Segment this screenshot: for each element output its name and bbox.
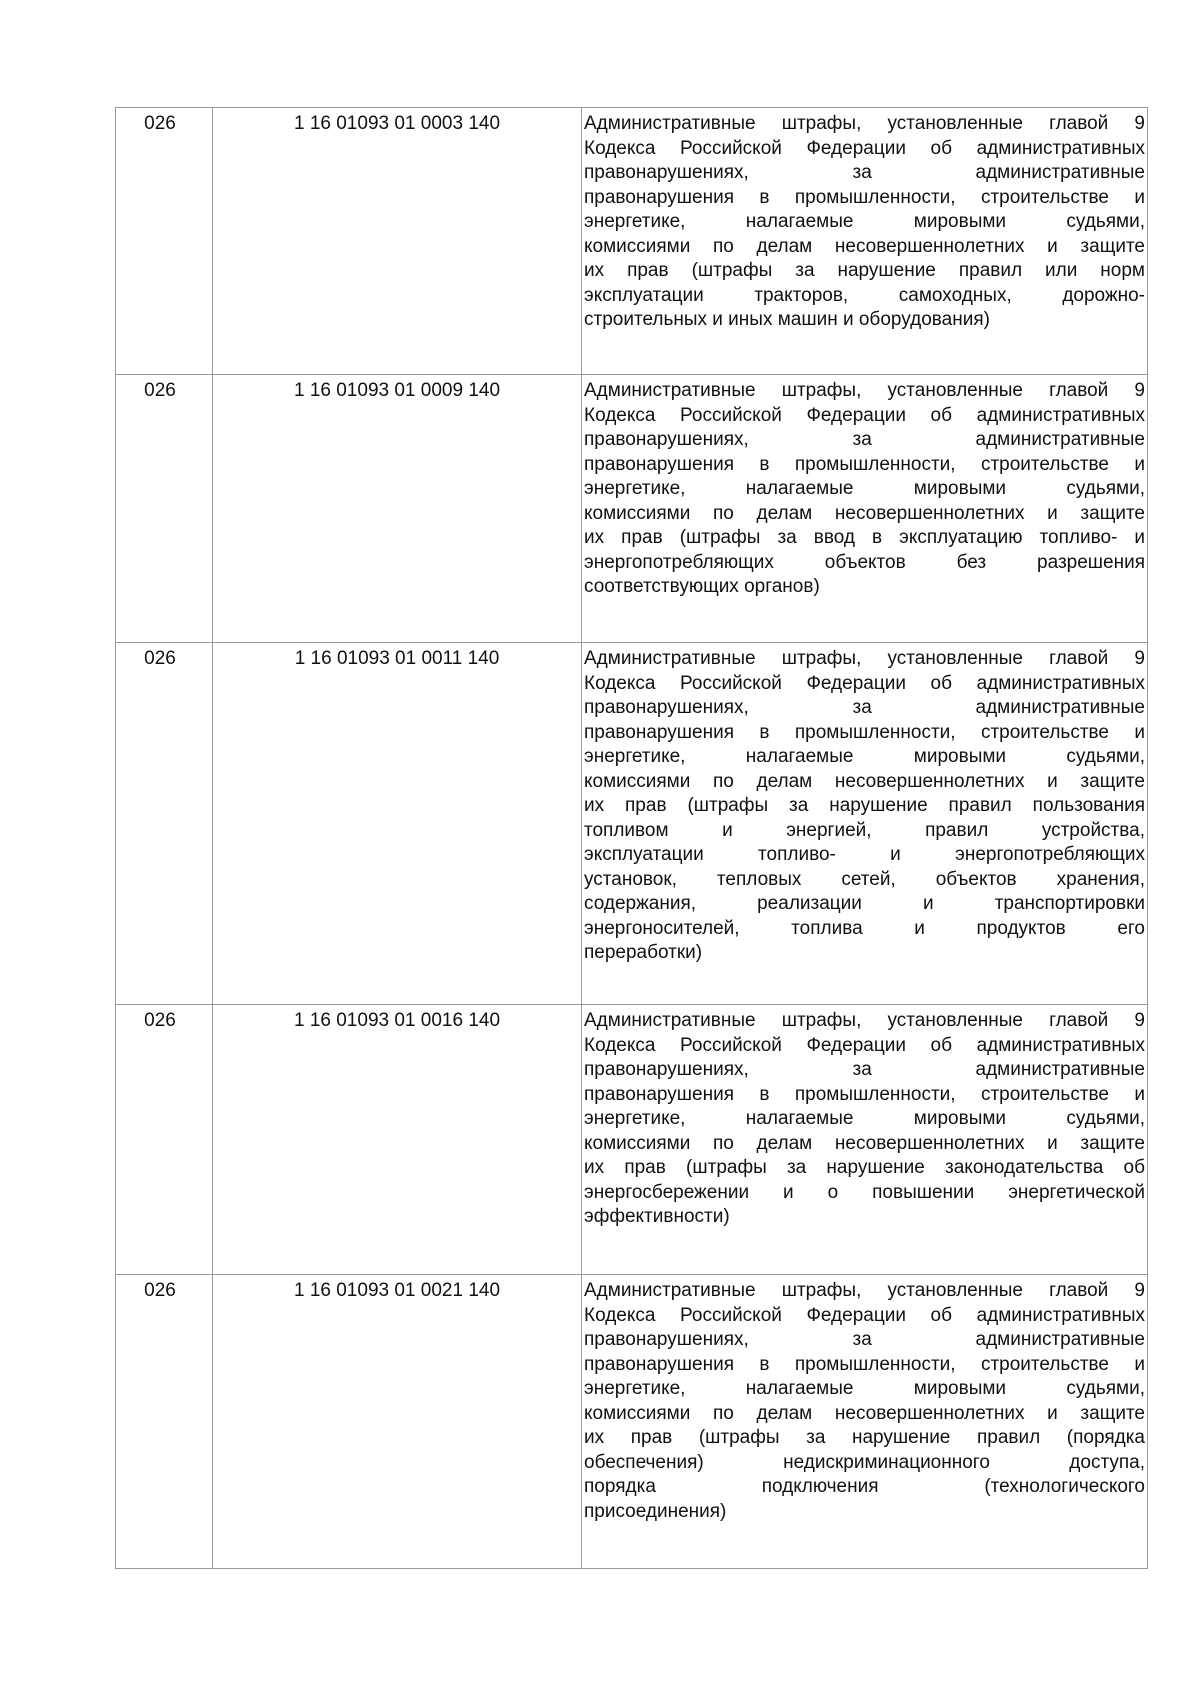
description-line: эксплуатации тракторов, самоходных, дорожно- bbox=[584, 284, 1145, 306]
kbk-code-cell: 1 16 01093 01 0009 140 bbox=[213, 375, 582, 643]
description-line: их прав (штрафы за нарушение правил пользования bbox=[584, 795, 1145, 816]
description-line: Административные штрафы, установленные главой 9 bbox=[584, 380, 1145, 401]
description-line: Административные штрафы, установленные главой 9 bbox=[584, 1280, 1145, 1301]
description-line: правонарушениях, за административные bbox=[584, 697, 1145, 718]
table-row bbox=[116, 108, 1148, 375]
description-line: их прав (штрафы за нарушение правил (порядка bbox=[584, 1427, 1145, 1448]
description-cell bbox=[582, 1005, 1148, 1275]
description-line: правонарушениях, за административные bbox=[584, 1059, 1145, 1080]
description-line: энергосбережении и о повышении энергетической bbox=[584, 1181, 1145, 1203]
description-line: содержания, реализации и транспортировки bbox=[584, 893, 1145, 914]
description-line: энергоносителей, топлива и продуктов его bbox=[584, 917, 1145, 939]
description-line: правонарушениях, за административные bbox=[584, 162, 1145, 183]
description-line: топливом и энергией, правил устройства, bbox=[584, 819, 1145, 841]
description-line: правонарушения в промышленности, строительстве и bbox=[584, 1083, 1145, 1105]
kbk-code-cell: 1 16 01093 01 0016 140 bbox=[213, 1005, 582, 1275]
description-line: их прав (штрафы за нарушение законодательства об bbox=[584, 1157, 1145, 1178]
description-line: энергетике, налагаемые мировыми судьями, bbox=[584, 1108, 1145, 1129]
description-cell bbox=[582, 1275, 1148, 1569]
kbk-code-cell: 1 16 01093 01 0011 140 bbox=[213, 643, 582, 1005]
description-line: комиссиями по делам несовершеннолетних и защите bbox=[584, 1132, 1145, 1154]
description-line: эффективности) bbox=[584, 1206, 730, 1227]
description-line: установок, тепловых сетей, объектов хранения, bbox=[584, 868, 1145, 890]
description-line: правонарушения в промышленности, строительстве и bbox=[584, 453, 1145, 475]
description-line: присоединения) bbox=[584, 1500, 727, 1522]
admin-code-cell: 026 bbox=[116, 1275, 213, 1569]
table-row bbox=[116, 1275, 1148, 1569]
description-line: комиссиями по делам несовершеннолетних и защите bbox=[584, 1402, 1145, 1424]
description-line: энергетике, налагаемые мировыми судьями, bbox=[584, 211, 1145, 232]
description-line: эксплуатации топливо- и энергопотребляющих bbox=[584, 844, 1145, 865]
description-cell bbox=[582, 375, 1148, 643]
description-line: Административные штрафы, установленные главой 9 bbox=[584, 648, 1145, 669]
description-line: комиссиями по делам несовершеннолетних и защите bbox=[584, 502, 1145, 524]
description-line: их прав (штрафы за нарушение правил или норм bbox=[584, 260, 1145, 281]
description-line: Кодекса Российской Федерации об административных bbox=[584, 1034, 1145, 1056]
description-line: их прав (штрафы за ввод в эксплуатацию топливо- и bbox=[584, 527, 1145, 548]
description-line: Кодекса Российской Федерации об административных bbox=[584, 1304, 1145, 1326]
description-line: энергетике, налагаемые мировыми судьями, bbox=[584, 746, 1145, 767]
kbk-code-cell: 1 16 01093 01 0021 140 bbox=[213, 1275, 582, 1569]
table-body bbox=[116, 108, 1148, 1569]
description-line: Административные штрафы, установленные главой 9 bbox=[584, 113, 1145, 134]
admin-code-cell: 026 bbox=[116, 643, 213, 1005]
description-line: комиссиями по делам несовершеннолетних и защите bbox=[584, 770, 1145, 792]
description-line: Кодекса Российской Федерации об административных bbox=[584, 404, 1145, 426]
kbk-code-cell: 1 16 01093 01 0003 140 bbox=[213, 108, 582, 375]
description-line: Кодекса Российской Федерации об административных bbox=[584, 137, 1145, 159]
table-row bbox=[116, 375, 1148, 643]
description-line: правонарушения в промышленности, строительстве и bbox=[584, 1353, 1145, 1375]
description-line: энергетике, налагаемые мировыми судьями, bbox=[584, 478, 1145, 499]
description-line: правонарушениях, за административные bbox=[584, 429, 1145, 450]
description-line: строительных и иных машин и оборудования) bbox=[584, 309, 990, 330]
description-line: Административные штрафы, установленные главой 9 bbox=[584, 1010, 1145, 1031]
description-line: правонарушения в промышленности, строительстве и bbox=[584, 721, 1145, 743]
admin-code-cell: 026 bbox=[116, 1005, 213, 1275]
description-cell bbox=[582, 108, 1148, 375]
description-cell bbox=[582, 643, 1148, 1005]
table-row bbox=[116, 1005, 1148, 1275]
description-line: порядка подключения (технологического bbox=[584, 1476, 1145, 1497]
description-line: комиссиями по делам несовершеннолетних и защите bbox=[584, 235, 1145, 257]
budget-classification-table bbox=[115, 107, 1148, 1569]
description-line: переработки) bbox=[584, 942, 703, 963]
description-line: правонарушениях, за административные bbox=[584, 1329, 1145, 1350]
table-row bbox=[116, 643, 1148, 1005]
admin-code-cell: 026 bbox=[116, 375, 213, 643]
description-line: обеспечения) недискриминационного доступа, bbox=[584, 1451, 1145, 1473]
admin-code-cell: 026 bbox=[116, 108, 213, 375]
description-line: правонарушения в промышленности, строительстве и bbox=[584, 186, 1145, 208]
description-line: соответствующих органов) bbox=[584, 576, 820, 597]
description-line: Кодекса Российской Федерации об административных bbox=[584, 672, 1145, 694]
description-line: энергетике, налагаемые мировыми судьями, bbox=[584, 1378, 1145, 1399]
description-line: энергопотребляющих объектов без разрешения bbox=[584, 551, 1145, 573]
